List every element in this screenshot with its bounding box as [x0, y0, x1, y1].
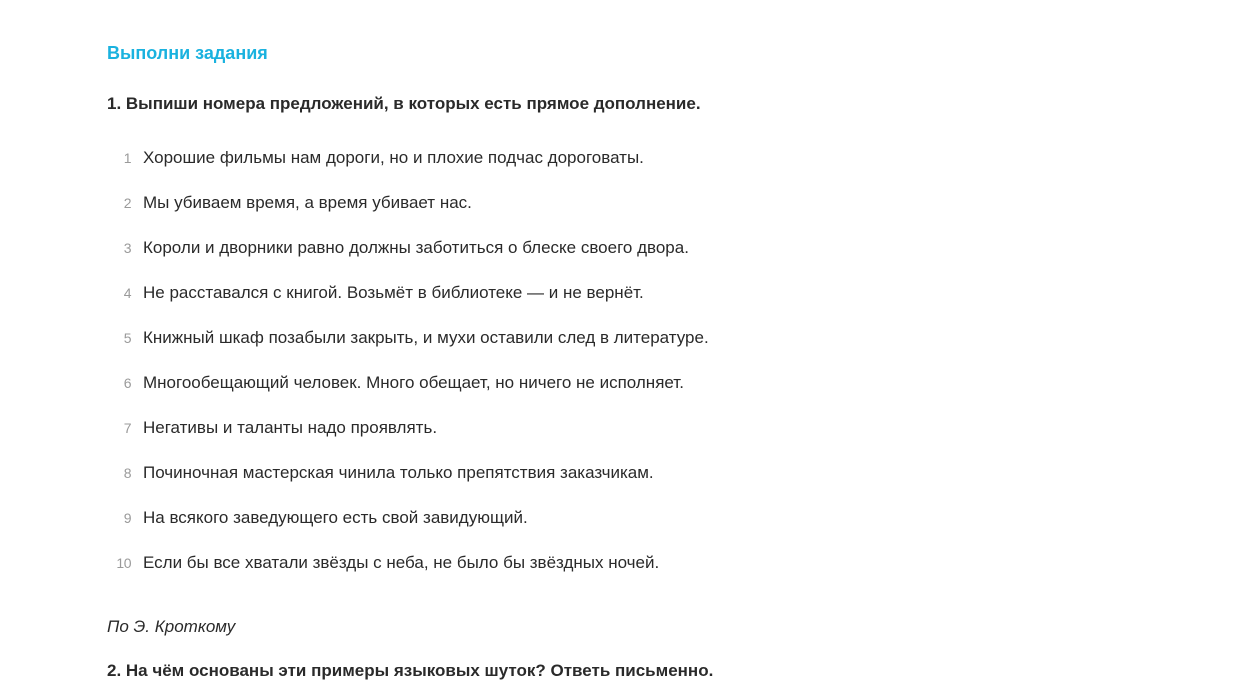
item-number: 10 [116, 555, 131, 571]
item-number: 3 [123, 240, 131, 256]
list-item [107, 237, 709, 282]
list-item [107, 372, 709, 417]
item-text: Мы убиваем время, а время убивает нас. [143, 193, 472, 212]
item-number: 2 [123, 195, 131, 211]
item-number: 9 [123, 510, 131, 526]
task-2-heading: 2. На чём основаны эти примеры языковых шуток? Ответь письменно. [107, 661, 714, 680]
sentence-list [107, 147, 709, 597]
item-number: 5 [123, 330, 131, 346]
item-text: Починочная мастерская чинила только препятствия заказчикам. [143, 463, 654, 482]
task-1-heading: 1. Выпиши номера предложений, в которых есть прямое дополнение. [107, 94, 701, 113]
list-item [107, 327, 709, 372]
list-item [107, 417, 709, 462]
item-number: 4 [123, 285, 131, 301]
item-text: Негативы и таланты надо проявлять. [143, 418, 438, 437]
item-number: 7 [123, 420, 131, 436]
item-text: На всякого заведующего есть свой завидующий. [143, 508, 528, 527]
attribution: По Э. Кроткому [107, 617, 236, 636]
section-title: Выполни задания [107, 43, 268, 63]
list-item [107, 462, 709, 507]
item-text: Многообещающий человек. Много обещает, но ничего не исполняет. [143, 373, 684, 392]
item-number: 6 [123, 375, 131, 391]
item-text: Книжный шкаф позабыли закрыть, и мухи оставили след в литературе. [143, 328, 709, 347]
item-text: Короли и дворники равно должны заботиться о блеске своего двора. [143, 238, 689, 257]
list-item [107, 552, 709, 597]
item-number: 1 [123, 150, 131, 166]
list-item [107, 147, 709, 192]
item-number: 8 [123, 465, 131, 481]
item-text: Хорошие фильмы нам дороги, но и плохие подчас дороговаты. [143, 148, 644, 167]
list-item [107, 282, 709, 327]
item-text: Не расставался с книгой. Возьмёт в библиотеке — и не вернёт. [143, 283, 644, 302]
list-item [107, 192, 709, 237]
list-item [107, 507, 709, 552]
item-text: Если бы все хватали звёзды с неба, не было бы звёздных ночей. [143, 553, 660, 572]
